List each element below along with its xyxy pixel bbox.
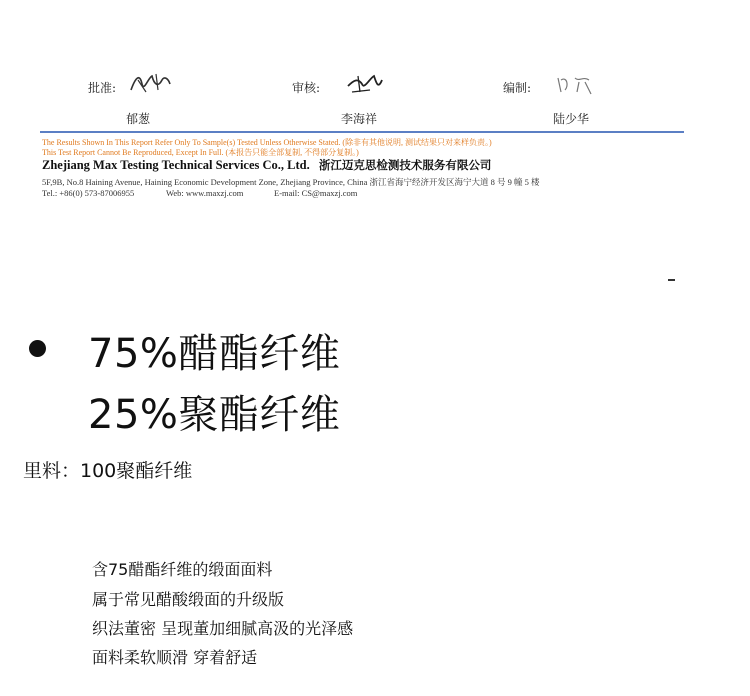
- disclaimer-line-1: The Results Shown In This Report Refer Only To Sample(s) Tested Unless Otherwise Stated. (除非有其他说明, 测试结果只对来样负责。): [42, 138, 492, 147]
- company-name-cn: 浙江迈克思检测技术服务有限公司: [318, 158, 492, 172]
- description-line-3: 织法董密 呈现董加细腻高汲的光泽感: [92, 619, 354, 638]
- composition-line-2: 25%聚酯纤维: [88, 392, 341, 438]
- composition-line-1: 75%醋酯纤维: [88, 331, 341, 377]
- approver-signature: [128, 70, 172, 96]
- approver-name: 郁葱: [126, 112, 151, 126]
- approver-label: 批准:: [88, 81, 117, 95]
- reviewer-label: 审核:: [292, 81, 321, 95]
- company-tel: Tel.: +86(0) 573-87006955: [42, 188, 135, 198]
- description-line-2: 属于常见醋酸缎面的升级版: [92, 590, 285, 609]
- editor-signature: [555, 72, 595, 96]
- disclaimer-line-2: This Test Report Cannot Be Reproduced, Except In Full. (本报告只能全部复制, 不得部分复制。): [42, 148, 359, 157]
- company-address: 5F,9B, No.8 Haining Avenue, Haining Economic Development Zone, Zhejiang Province, China 浙江省海宁经济开发区海宁大道 8 号 9 幢 5 楼: [42, 177, 540, 187]
- company-web: Web: www.maxzj.com: [166, 188, 244, 198]
- dash-mark: [668, 279, 675, 281]
- reviewer-signature: [344, 72, 384, 96]
- company-name: [42, 157, 491, 173]
- header-divider: [40, 131, 684, 133]
- description-line-1: 含75醋酯纤维的缎面面料: [92, 560, 273, 579]
- company-name-en: Zhejiang Max Testing Technical Services Co., Ltd.: [42, 158, 310, 172]
- description-line-4: 面料柔软顺滑 穿着舒适: [92, 648, 258, 667]
- lining-text: 里料：100聚酯纤维: [23, 460, 193, 482]
- reviewer-name: 李海祥: [341, 112, 378, 126]
- editor-name: 陆少华: [553, 112, 590, 126]
- bullet-dot: [29, 340, 46, 357]
- company-email: E-mail: CS@maxzj.com: [274, 188, 358, 198]
- editor-label: 编制:: [503, 81, 532, 95]
